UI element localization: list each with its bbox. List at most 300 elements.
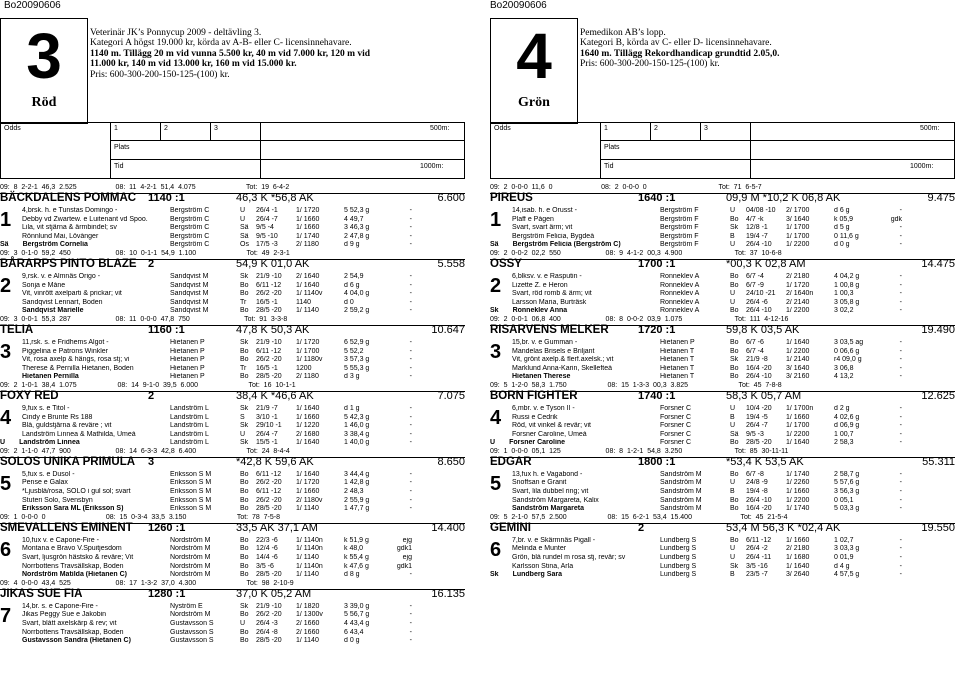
trainer: Lundberg S [660,536,697,544]
odds-value: ejg [402,536,412,544]
race-date: 26/4 -11 [746,554,772,562]
start-row [490,439,955,448]
race-date: 28/5 -20 [256,505,282,513]
start-row [0,307,465,316]
start-row [490,479,955,488]
start-row [0,611,465,620]
trainer: Eriksson S M [170,470,212,478]
start-distance: 1/ 1640 [296,439,320,447]
start-distance: 1/ 2140 [786,356,810,364]
start-distance: 1/ 1660 [296,224,320,232]
horse-entry [0,448,465,514]
trainer: Lundberg S [660,554,697,562]
odds-value: - [409,628,412,636]
placing-time: 4 04,0 g [344,290,370,298]
horse-entry [490,514,955,580]
placing-time: 4 49,7 [344,215,364,223]
race-condition-line: Kategori B, körda av C- eller D- licensinnehavare. [580,38,772,49]
horse-header-row [490,193,955,207]
placing-time: d 6 g [834,207,850,214]
horse-body [490,537,955,580]
start-row [0,479,465,488]
horse-info: Svart, blått axelskärp & rev; vit [22,620,117,627]
horse-info [0,439,170,448]
start-distance: 2/ 2180 [786,545,810,553]
track: U [240,430,246,438]
horse-info: Vit, vinrött axelparti & prickar; vit [22,290,122,298]
track: Sä [240,224,249,232]
start-distance: 1/ 1660 [296,413,320,421]
grid-line [600,159,955,160]
placing-time: 2 58,3 [834,439,854,447]
horse-info: 14,isab. h. e Orusst - [512,207,577,214]
start-row [490,505,955,514]
horse-distance-odds: 1140 :1 [148,192,185,204]
race-date: 21/9 -10 [256,338,282,346]
track: Bo [240,347,249,355]
start-distance: 1/ 1660 [296,488,320,496]
grid-line [600,140,955,141]
race-date: 9/5 -10 [256,232,278,240]
track: Bo [240,611,249,619]
race-date: 21/9 -10 [256,602,282,610]
horse-info: Sandström Margareta [512,505,584,513]
trainer: Forsner C [660,413,692,421]
start-row [0,571,465,580]
horse-entry [490,316,955,382]
trainer: Bergström F [660,207,699,214]
race-date: 15/5 -1 [256,439,278,447]
track: Bo [730,470,739,478]
trainer: Nyström E [170,602,203,610]
horse-stats-line: 09: 3 0-0-1 55,3 287 08: 11 0-0-0 47,8 750 Tot: 91 3-3-8 [0,315,288,323]
odds-value: - [409,298,412,306]
start-distance: 3/ 2640 [786,571,810,579]
horse-info: Blå, guldstjärna & reväre ; vit [22,422,112,430]
horse-info-text: Forsner Caroline [509,439,566,447]
track: U [730,404,736,412]
horse-distance-odds: 1160 :1 [148,323,185,336]
horse-name: BORN FIGHTER [490,389,578,402]
race-date: 23/5 -7 [746,571,768,579]
race-number-box [0,18,88,124]
horse-header-row [0,193,465,207]
odds-value: - [409,620,412,627]
placing-time: d 2 g [834,404,850,412]
horse-info: 9,fux s. e Titol - [22,404,70,412]
race-date: 22/3 -6 [256,536,278,544]
start-row [490,224,955,233]
horse-entry [490,250,955,316]
horse-stats-line: 09: 1 0-0-0 05,1 125 08: 8 1-2-1 54,8 3.250 Tot: 85 30-11-11 [490,447,789,455]
race-date: 9/5 -4 [256,224,274,232]
horse-info: Vit, grönt axelp.& flerf.axelsk.; vit [512,356,614,364]
grid-label-m500: 500m: [430,125,450,132]
horse-stats-line: 09: 2 1-1-0 47,7 900 08: 14 6-3-3 42,8 6.400 Tot: 24 8-4-4 [0,447,290,455]
start-row [490,373,955,382]
track: Bo [240,562,249,570]
placing-time: 3 05,8 g [834,298,860,306]
start-row [490,241,955,250]
odds-value: - [899,430,902,438]
trainer: Hietanen P [170,373,205,381]
odds-value: - [899,413,902,421]
race-date: 16/4 -20 [746,364,772,372]
horse-name: BÅRARPS PINTO BLAZE [0,257,137,270]
grid-line [160,122,161,140]
horse-name: TELIA [0,323,34,336]
race-number-box [490,18,578,124]
horse-stats-line: 09: 5 1-2-0 58,3 1.750 08: 15 1-3-3 00,3 3.825 Tot: 45 7-8-8 [490,381,782,389]
horse-info: Mandelas Brisels e Briljant [512,347,595,355]
race-date: 26/4 -3 [256,620,278,627]
odds-value: - [409,224,412,232]
start-row [490,290,955,299]
trainer: Hietanen T [660,347,695,355]
horse-info: 14,br. s. e Capone-Fire - [22,602,98,610]
horse-info: Jikas Peggy Sue e Jakobin [22,611,107,619]
start-number: 2 [490,274,502,297]
start-row [0,356,465,365]
trainer: Sandqvist M [170,272,209,280]
horse-distance-odds: 1260 :1 [148,521,186,534]
start-row [490,365,955,374]
horse-info: 11,rsk. s. e Fridhems Algot - [22,338,109,346]
start-distance: 1/ 1720 [296,479,320,487]
grid-line [0,178,465,179]
start-distance: 1/ 1660 [786,488,810,496]
track: Bo [240,356,249,364]
start-number: 1 [490,209,502,231]
horse-info: Bergström Felicia, Bygdeå [512,232,595,240]
track: Bo [730,272,739,280]
start-row [0,273,465,282]
horse-stats-line: 09: 3 0-1-0 59,2 450 08: 10 0-1-1 54,9 1.100 Tot: 49 2-3-1 [0,249,290,257]
race-date: 28/5 -20 [256,373,282,381]
start-distance: 1/ 1660 [296,215,320,223]
track: Bo [240,536,249,544]
grid-line [490,178,955,179]
odds-value: - [409,439,412,447]
track: Bo [240,290,249,298]
horse-info: Eriksson Sara ML (Eriksson S) [22,505,124,513]
trainer: Lundberg S [660,571,697,579]
horse-info: Sandström Margareta, Kalix [512,496,599,504]
race-condition-line: 1140 m. Tillägg 20 m vid vunna 5.500 kr, 40 m vid 7.000 kr, 120 m vid [90,48,371,59]
horse-info: 6,mbr. v. e Tyson II - [512,404,575,412]
odds-value: - [899,554,902,562]
horse-info: Hietanen Pernilla [22,373,79,381]
horse-record: *00,3 K 02,8 AM [726,257,806,270]
start-distance: 1/ 1140 [296,571,319,579]
trainer: Gustavsson S [170,620,214,627]
start-distance: 3/ 1640 [786,215,810,223]
odds-value: - [409,356,412,364]
race-date: 6/7 -8 [746,470,764,478]
row-label: U [0,439,6,447]
placing-time: k 55,4 g [344,554,369,562]
horse-info: Stuteri Solo, Svensbyn [22,496,93,504]
horse-body [490,339,955,382]
horse-distance-odds: 2 [148,389,155,402]
placing-time: 2 59,2 g [344,307,370,315]
start-distance: 1/ 1740 [786,470,810,478]
race-date: 19/4 -8 [746,488,768,496]
trainer: Bergström F [660,241,699,249]
placing-time: d 1 g [344,404,360,412]
track: Bo [240,307,249,315]
placing-time: 3 46,3 g [344,224,370,232]
horse-info: *Ljusblå/rosa, SOLO i gul sol; svart [22,488,131,496]
start-row [0,545,465,554]
start-number: 6 [0,538,12,561]
start-row [0,207,465,216]
track: U [730,290,736,298]
horse-distance-odds: 1640 :1 [638,192,676,204]
horse-info: Karlsson Stina, Arla [512,562,574,570]
race-date: 6/7 -4 [746,347,764,355]
track: Sk [240,439,249,447]
start-distance: 2/ 1180 [296,241,319,249]
track: Sk [240,272,249,280]
horse-info [490,571,660,580]
track: U [730,422,736,430]
start-row [490,545,955,554]
track: Sk [240,422,249,430]
trainer: Hietanen P [170,338,205,346]
start-row [0,216,465,225]
trainer: Bergström C [170,207,210,214]
horse-info: Vit, rosa axelp & hängs, rosa stj; vi [22,356,130,364]
race-date: 21/9 -8 [746,356,768,364]
start-distance: 2/ 1180v [296,496,323,504]
odds-value: - [409,413,412,421]
start-distance: 1/ 1700 [296,347,320,355]
start-distance: 2/ 1680 [296,430,320,438]
odds-value: - [409,637,412,645]
placing-time: 4 02,6 g [834,413,860,421]
start-row [490,571,955,580]
horse-body [0,405,465,448]
race-date: 12/8 -1 [746,224,768,232]
odds-value: gdk1 [396,545,412,553]
trainer: Bergström F [660,215,699,223]
track: Sk [730,224,739,232]
placing-time: 0 05,1 [834,496,854,504]
placing-time: 3 03,5 ag [834,338,864,346]
race-date: 28/5 -20 [256,307,282,315]
trainer: Ronneklev A [660,281,700,289]
placing-time: 6 52,9 g [344,338,370,346]
horse-body [0,273,465,316]
placing-time: 3 02,2 [834,307,854,315]
start-distance: 1/ 1140 [296,554,319,562]
placing-time: 6 43,4 [344,628,364,636]
start-number: 2 [0,274,12,297]
placing-time: d 0 g [344,637,360,645]
start-row [0,414,465,423]
odds-value: - [899,422,902,430]
horse-entry [0,316,465,382]
odds-value: - [409,496,412,504]
start-row [490,414,955,423]
track: B [730,571,735,579]
race-number: 3 [26,20,62,92]
placing-time: d 8 g [344,571,360,579]
start-distance: 1/ 1140 [296,307,319,315]
grid-line [210,122,211,140]
trainer: Bergström C [170,241,210,249]
start-distance: 1/ 2200 [786,307,810,315]
trainer: Nordström M [170,536,211,544]
odds-value: - [899,562,902,570]
odds-value: - [409,470,412,478]
horse-info: Marklund Anna-Karin, Skellefteå [512,364,612,372]
start-distance: 1/ 1640 [296,470,320,478]
placing-time: d 4 g [834,562,850,570]
horse-earnings: 9.475 [927,192,955,204]
horse-earnings: 19.550 [921,521,955,534]
race-date: 4/7 -k [746,215,764,223]
grid-line [490,122,491,178]
horse-name: SMEVALLENS EMINENT [0,521,133,534]
horse-info: Larsson Maria, Burträsk [512,298,587,306]
odds-value: - [899,545,902,553]
horse-record: 37,0 K 05,2 AM [236,587,312,600]
placing-time: 4 04,2 g [834,272,860,280]
horse-body [0,207,465,250]
track: Bo [240,373,249,381]
grid-line [0,122,465,123]
horse-info: Pense e Galax [22,479,68,487]
row-label: Sk [490,571,499,579]
horse-record: 46,3 K *56,8 AK [236,192,314,204]
horse-record: 59,8 K 03,5 AK [726,323,800,336]
track: U [730,241,736,249]
placing-time: 3 57,3 g [344,356,370,364]
odds-value: - [899,338,902,346]
placing-time: 1 00,3 [834,290,854,298]
placing-time: k 48,0 [344,545,364,553]
trainer: Nordström M [170,554,211,562]
race-date: 6/11 -12 [256,488,282,496]
grid-label-c1: 1 [114,125,118,132]
track: Tr [240,298,247,306]
start-distance: 1/ 1640 [296,404,320,412]
start-distance: 1/ 1680 [786,554,810,562]
odds-value: - [899,272,902,280]
odds-value: - [409,281,412,289]
race-date: 6/11 -12 [256,347,282,355]
grid-label-plats: Plats [114,144,130,151]
horse-earnings: 5.558 [437,257,465,270]
race-condition-line: 1640 m. Tillägg Rekordhandicap grundtid 2.05,0. [580,48,780,59]
start-row [0,339,465,348]
trainer: Sandström M [660,505,702,513]
odds-value: - [899,439,902,447]
placing-time: d 3 g [344,373,360,381]
trainer: Ronneklev A [660,272,700,280]
start-row [0,405,465,414]
horse-info-text: Bergström Felicia (Bergström C) [512,241,621,249]
track: U [240,207,246,214]
race-date: 21/9 -10 [256,272,282,280]
placing-time: 3 03,3 g [834,545,860,553]
track: U [730,554,736,562]
horse-info: Rönnlund Mai, Lövånger [22,232,99,240]
horse-header-row [0,391,465,405]
start-distance: 1/ 2200 [786,347,810,355]
odds-value: - [409,479,412,487]
horse-info: Svart, röd romb & ärm; vit [512,290,592,298]
trainer: Forsner C [660,439,692,447]
horse-entry [490,448,955,514]
horse-info: 6,blksv. v. e Rasputin - [512,272,582,280]
horse-stats-line: 09: 2 0-0-0 11,6 0 08: 2 0-0-0 0 Tot: 71 6-5-7 [490,184,762,191]
odds-value: - [899,488,902,496]
horse-distance-odds: 1720 :1 [638,323,676,336]
trainer: Bergström F [660,232,699,240]
odds-value: - [899,207,902,214]
odds-value: - [409,571,412,579]
start-distance: 1/ 1660 [786,413,810,421]
trainer: Ronneklev A [660,307,700,315]
horse-stats-line: 09: 8 2-2-1 46,3 2.525 08: 11 4-2-1 51,4 4.075 Tot: 19 6-4-2 [0,184,290,191]
horse-info: 5,fux s. e Dusol - [22,470,75,478]
odds-value: - [409,207,412,214]
trainer: Sandström M [660,488,702,496]
race-condition-line: Kategori A högst 19.000 kr, körda av A-B- eller C- licensinnehavare. [90,38,352,49]
odds-value: - [899,281,902,289]
track: Sä [730,430,739,438]
start-row [0,348,465,357]
race-condition-line: Pemedikon AB’s lopp. [580,28,666,38]
trainer: Sandström M [660,479,702,487]
race-date: 24/8 -9 [746,479,768,487]
start-distance: 1/ 1720 [786,281,810,289]
track: Bo [240,628,249,636]
start-row [490,299,955,308]
horse-earnings: 55.311 [922,455,955,468]
track: Bo [730,307,739,315]
track: U [240,215,246,223]
horse-stats-line: 09: 1 0-0-0 0 08: 15 0-3-4 33,5 3.150 Tot: 78 7-5-8 [0,513,281,521]
trainer: Landström L [170,422,209,430]
start-row [490,207,955,216]
grid-label-odds: Odds [4,125,21,132]
race-date: 26/4 -10 [746,241,772,249]
start-distance: 1/ 1660 [786,536,810,544]
start-distance: 1/ 1640 [296,281,320,289]
race-date: 26/2 -20 [256,479,282,487]
start-number: 7 [0,604,12,627]
odds-value: - [409,338,412,346]
placing-time: 0 11,6 g [834,232,859,240]
horse-name: RISARVENS MELKER [490,323,609,336]
grid-line [600,122,601,178]
horse-info: Norrbottens Travsällskap, Boden [22,628,124,636]
horse-record: 09,9 M *10,2 K 06,8 AK [726,192,841,204]
grid-label-c2: 2 [164,125,168,132]
start-distance: 3/ 2160 [786,373,810,381]
placing-time: r4 09,0 g [834,356,862,364]
trainer: Landström L [170,404,209,412]
race-date: 3/5 -16 [746,562,768,570]
odds-value: - [409,290,412,298]
start-distance: 1/ 2200 [786,241,810,249]
placing-time: 1 02,7 [834,536,854,544]
race-date: 21/9 -7 [256,404,278,412]
